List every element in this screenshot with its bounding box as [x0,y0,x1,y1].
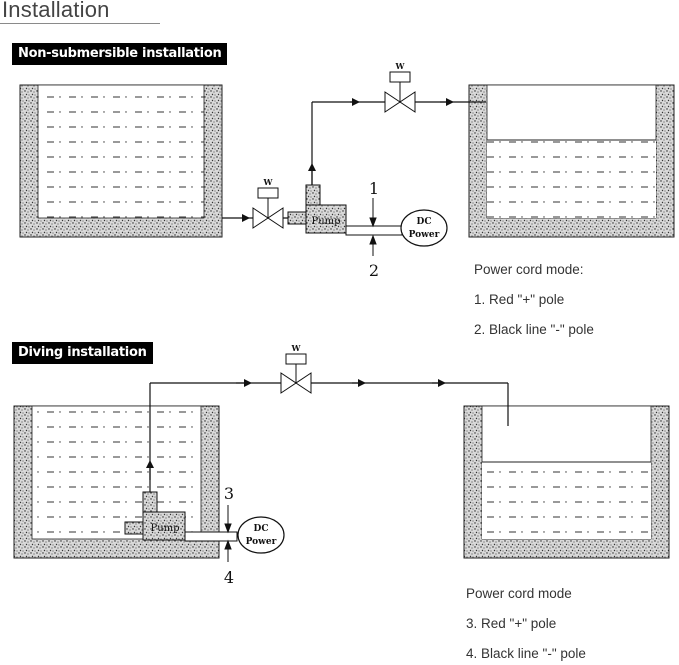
section-heading-diving: Diving installation [12,342,153,364]
pole-number-2: 2 [368,261,380,280]
power-cord-note-4: 4. Black line "-" pole [466,646,586,661]
pole-number-1: 1 [368,179,380,198]
power-cord-mode-heading-1: Power cord mode: [474,262,584,277]
pump-1-label: Pump [311,216,341,227]
power-cord-note-3: 3. Red "+" pole [466,616,557,631]
target-tank-2 [464,406,669,558]
pole-number-3: 3 [223,484,235,503]
solenoid-valve-1a [253,177,283,228]
pipe-network-1 [222,102,486,218]
pump-1 [288,185,402,235]
dc-power-1-label-top: DC [416,217,432,227]
dc-power-1-label-bottom: Power [408,230,440,240]
page-title: Installation [2,0,110,22]
section-heading-non-submersible: Non-submersible installation [12,43,227,65]
dc-power-2-label-top: DC [253,524,269,534]
valve-2-label: W [291,343,301,353]
pump-2-label: Pump [150,523,180,534]
source-tank-1 [20,85,222,237]
pole-number-4: 4 [223,568,235,587]
power-cord-note-1: 1. Red "+" pole [474,292,565,307]
solenoid-valve-1b [385,61,415,112]
power-cord-mode-heading-2: Power cord mode [466,586,572,601]
dc-power-1 [401,210,447,246]
dc-power-2 [238,517,284,553]
dc-power-2-label-bottom: Power [245,537,277,547]
power-cord-note-2: 2. Black line "-" pole [474,322,594,337]
valve-1b-label: W [395,61,405,71]
target-tank-1 [469,85,674,237]
solenoid-valve-2 [281,343,311,393]
valve-1a-label: W [263,177,273,187]
